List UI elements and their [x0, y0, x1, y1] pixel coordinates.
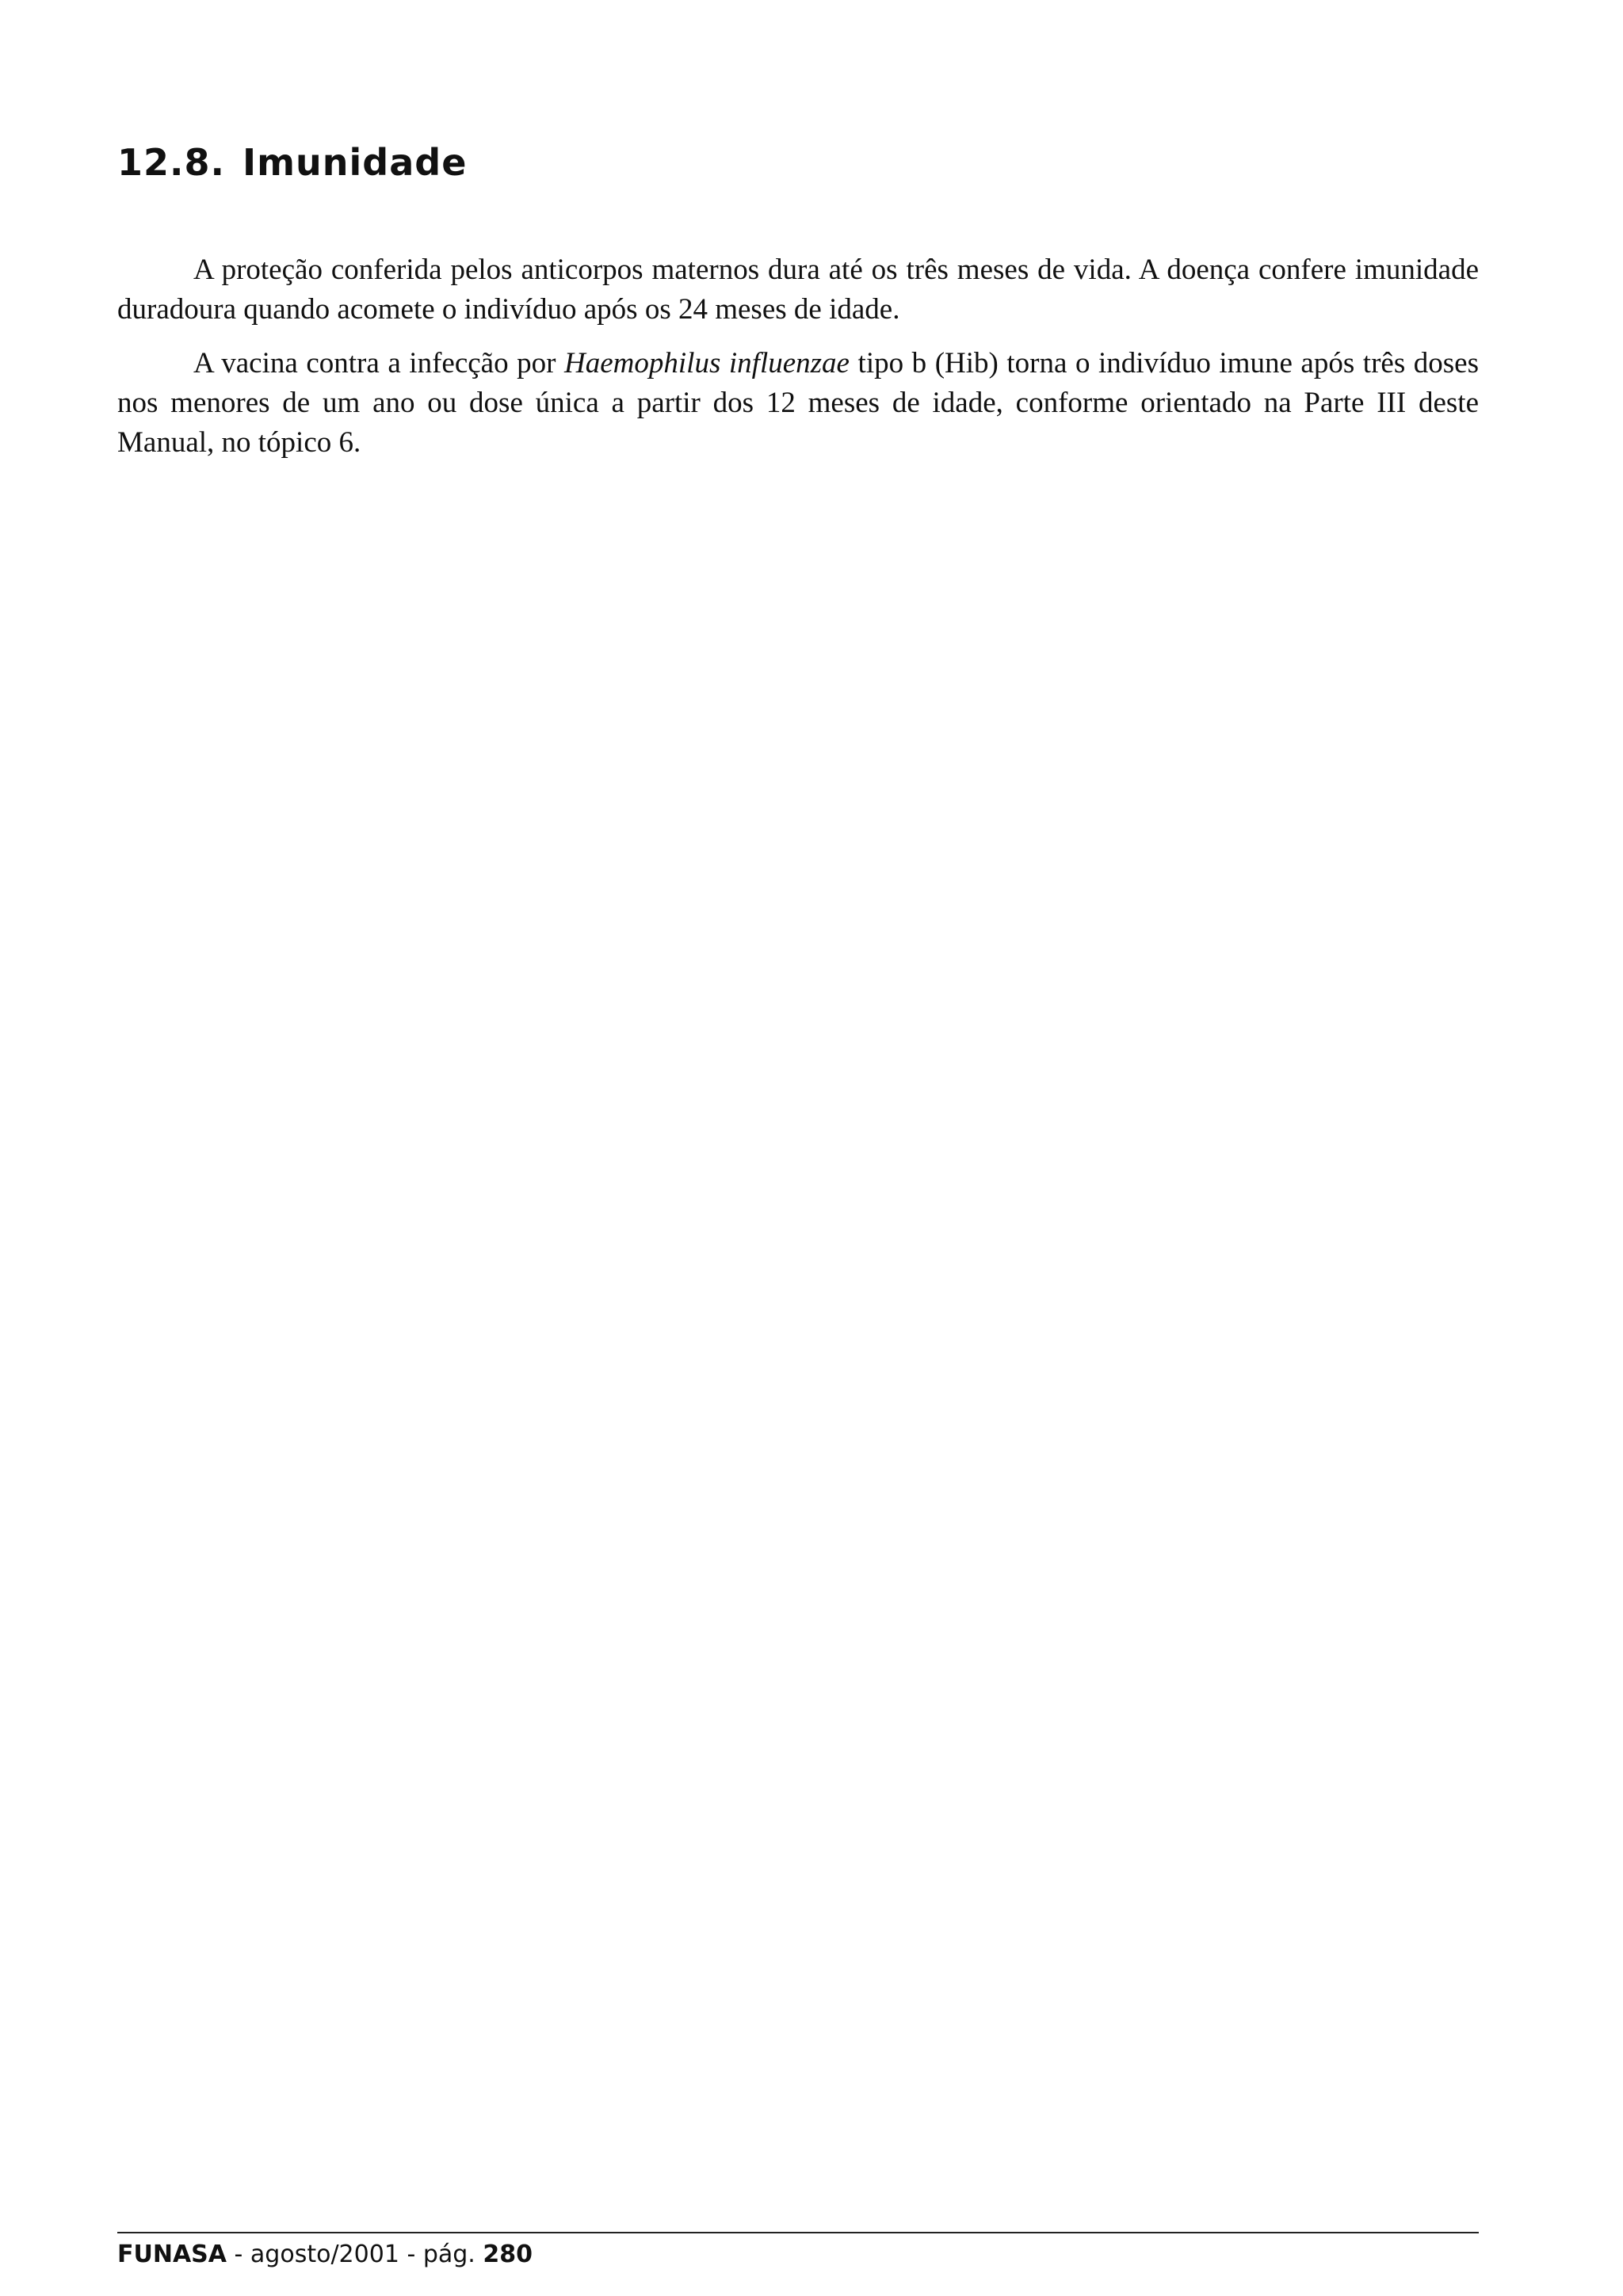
footer-page-label: pág.: [422, 2241, 483, 2268]
footer-date: agosto/2001: [250, 2241, 399, 2268]
footer-separator: -: [399, 2241, 423, 2268]
footer-divider: [117, 2232, 1479, 2233]
footer-brand: FUNASA: [117, 2241, 227, 2268]
body-text: [117, 250, 1479, 477]
paragraph-2: [117, 344, 1479, 463]
species-name: Haemophilus influenzae: [564, 347, 850, 379]
footer-page-number: 280: [483, 2241, 533, 2268]
section-number: 12.8.: [117, 141, 225, 184]
section-title: Imunidade: [242, 141, 468, 184]
paragraph-2-end: tipo b (Hib) torna o indivíduo imune após três doses nos menores de um ano ou dose única a partir dos 12 meses de idade, conforme orientado na Parte III deste Manual, no tópico 6.: [117, 347, 1480, 459]
paragraph-2-start: A vacina contra a infecção por: [193, 347, 565, 379]
page-footer: [117, 2239, 533, 2271]
footer-separator: -: [227, 2241, 250, 2268]
section-heading: [117, 141, 467, 184]
paragraph-1: A proteção conferida pelos anticorpos maternos dura até os três meses de vida. A doença confere imunidade duradoura quando acomete o indivíduo após os 24 meses de idade.: [117, 254, 1479, 326]
